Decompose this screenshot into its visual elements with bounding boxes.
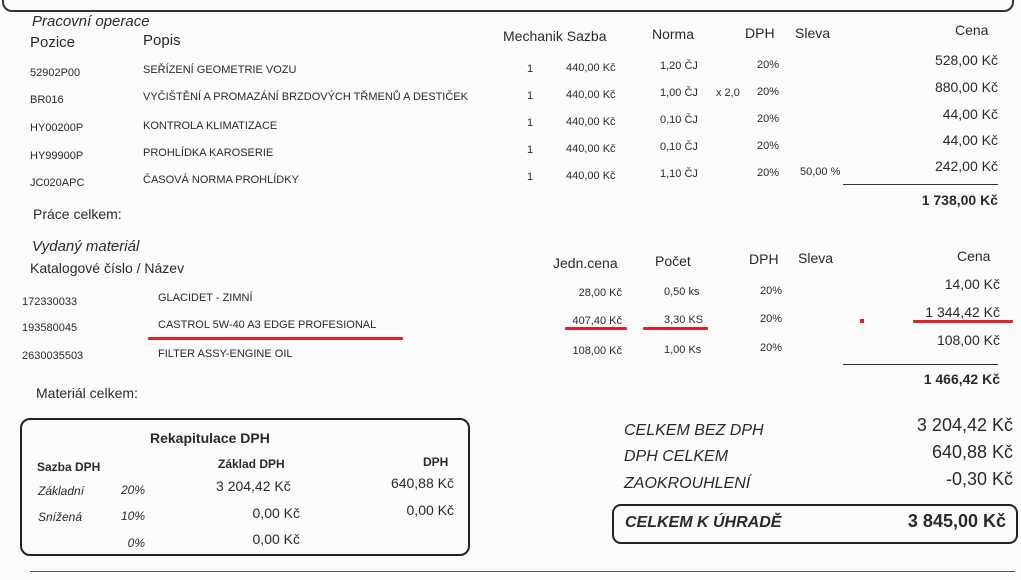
material-header-catalog: Katalogové číslo / Název	[30, 260, 185, 276]
material-unit-price: 28,00 Kč	[578, 287, 622, 299]
grand-total-label: CELKEM K ÚHRADĚ	[625, 514, 782, 531]
vat-row-pct: 0%	[127, 536, 145, 550]
labour-norm: 0,10 ČJ	[660, 114, 698, 126]
labour-vat: 20%	[757, 86, 780, 98]
labour-header-desc: Popis	[143, 32, 181, 49]
labour-header-norm: Norma	[652, 26, 695, 42]
vat-row-pct: 10%	[120, 509, 145, 523]
highlight-underline-name	[148, 337, 403, 340]
labour-total-value: 1 738,00 Kč	[921, 192, 998, 208]
material-name: CASTROL 5W-40 A3 EDGE PROFESIONAL	[158, 319, 377, 331]
material-header-price: Cena	[957, 248, 991, 264]
labour-desc: ČASOVÁ NORMA PROHLÍDKY	[143, 174, 299, 186]
material-total-label: Materiál celkem:	[36, 385, 138, 401]
vat-row-base: 3 204,42 Kč	[216, 478, 291, 494]
vat-row-vat: 640,88 Kč	[390, 475, 454, 491]
highlight-underline-unit-price	[565, 327, 627, 330]
labour-mechanic: 1	[527, 63, 534, 75]
labour-price: 44,00 Kč	[942, 132, 998, 148]
material-code: 2630035503	[22, 350, 84, 362]
labour-header-price: Cena	[955, 22, 989, 38]
material-header-vat: DPH	[749, 251, 779, 267]
labour-section-title: Pracovní operace	[32, 13, 150, 30]
labour-header-mechanic-rate: Mechanik Sazba	[503, 28, 607, 44]
labour-price: 242,00 Kč	[934, 158, 998, 174]
vat-row-pct: 20%	[120, 483, 145, 497]
vat-row-base: 0,00 Kč	[252, 505, 300, 521]
material-price: 14,00 Kč	[944, 276, 1000, 292]
labour-mechanic: 1	[527, 144, 534, 156]
labour-mechanic: 1	[527, 171, 534, 183]
labour-price: 880,00 Kč	[934, 79, 998, 95]
labour-code: JC020APC	[30, 177, 85, 189]
vat-row-name: Snížená	[38, 510, 83, 524]
material-header-count: Počet	[655, 253, 691, 269]
labour-header-discount: Sleva	[795, 25, 831, 41]
material-header-discount: Sleva	[798, 250, 834, 266]
material-code: 193580045	[22, 322, 78, 334]
labour-vat: 20%	[757, 140, 780, 152]
labour-vat: 20%	[757, 113, 780, 125]
labour-norm: 1,10 ČJ	[660, 168, 698, 180]
labour-header-code: Pozice	[30, 34, 76, 51]
total-no-vat-value: 3 204,42 Kč	[916, 415, 1013, 435]
material-unit-price: 108,00 Kč	[572, 345, 622, 357]
labour-multiplier: x 2,0	[716, 87, 740, 99]
labour-rate: 440,00 Kč	[566, 89, 616, 101]
labour-rate: 440,00 Kč	[566, 143, 616, 155]
labour-rate: 440,00 Kč	[566, 62, 616, 74]
labour-mechanic: 1	[527, 90, 534, 102]
vat-col-base: Základ DPH	[218, 457, 285, 471]
highlight-underline-count	[643, 327, 708, 330]
labour-desc: PROHLÍDKA KAROSERIE	[143, 147, 274, 159]
grand-total-value: 3 845,00 Kč	[907, 511, 1006, 531]
material-count: 3,30 KS	[664, 314, 704, 326]
material-price: 1 344,42 Kč	[925, 304, 1000, 320]
labour-vat: 20%	[757, 167, 780, 179]
labour-desc: KONTROLA KLIMATIZACE	[143, 120, 278, 132]
labour-header-vat: DPH	[745, 25, 775, 41]
labour-price: 528,00 Kč	[934, 52, 998, 68]
labour-vat: 20%	[757, 59, 780, 71]
labour-rate: 440,00 Kč	[566, 116, 616, 128]
top-frame-edge	[2, 0, 1014, 12]
total-rounding-value: -0,30 Kč	[945, 469, 1013, 489]
labour-code: HY00200P	[30, 122, 84, 134]
material-total-value: 1 466,42 Kč	[923, 371, 1000, 387]
labour-subtotal-rule	[843, 184, 998, 185]
labour-code: 52902P00	[30, 67, 81, 79]
labour-desc: SEŘÍZENÍ GEOMETRIE VOZU	[143, 64, 297, 76]
labour-desc: VYČIŠTĚNÍ A PROMAZÁNÍ BRZDOVÝCH TŘMENŮ A DESTIČEK	[143, 91, 468, 103]
vat-row-vat: 0,00 Kč	[406, 502, 454, 518]
labour-discount: 50,00 %	[800, 166, 841, 178]
material-unit-price: 407,40 Kč	[572, 315, 622, 327]
vat-row-name: Základní	[38, 484, 85, 498]
material-section-title: Vydaný materiál	[32, 238, 140, 255]
vat-col-vat: DPH	[423, 455, 449, 469]
material-vat: 20%	[760, 285, 783, 297]
material-count: 0,50 ks	[664, 286, 700, 298]
labour-norm: 0,10 ČJ	[660, 141, 698, 153]
material-count: 1,00 Ks	[664, 344, 702, 356]
vat-row-base: 0,00 Kč	[252, 531, 300, 547]
labour-norm: 1,00 ČJ	[660, 87, 698, 99]
total-rounding-label: ZAOKROUHLENÍ	[624, 475, 751, 492]
material-code: 172330033	[22, 296, 78, 308]
material-price: 108,00 Kč	[936, 332, 1000, 348]
material-name: FILTER ASSY-ENGINE OIL	[158, 348, 293, 360]
total-vat-label: DPH CELKEM	[624, 448, 729, 465]
material-vat: 20%	[760, 342, 783, 354]
material-header-unit-price: Jedn.cena	[553, 255, 618, 271]
labour-code: HY99900P	[30, 150, 84, 162]
labour-code: BR016	[30, 94, 64, 106]
total-no-vat-label: CELKEM BEZ DPH	[624, 422, 764, 439]
material-vat: 20%	[760, 313, 783, 325]
vat-col-rate: Sazba DPH	[37, 460, 101, 474]
material-subtotal-rule	[843, 364, 998, 365]
material-name: GLACIDET - ZIMNÍ	[158, 292, 253, 304]
vat-summary-title: Rekapitulace DPH	[150, 430, 270, 446]
labour-rate: 440,00 Kč	[566, 170, 616, 182]
highlight-underline-price	[913, 320, 1013, 323]
highlight-dot	[860, 319, 864, 323]
labour-norm: 1,20 ČJ	[660, 60, 698, 72]
labour-price: 44,00 Kč	[942, 106, 998, 122]
labour-mechanic: 1	[527, 117, 534, 129]
footer-rule	[30, 571, 1015, 572]
labour-total-label: Práce celkem:	[33, 206, 122, 222]
total-vat-value: 640,88 Kč	[931, 442, 1013, 462]
